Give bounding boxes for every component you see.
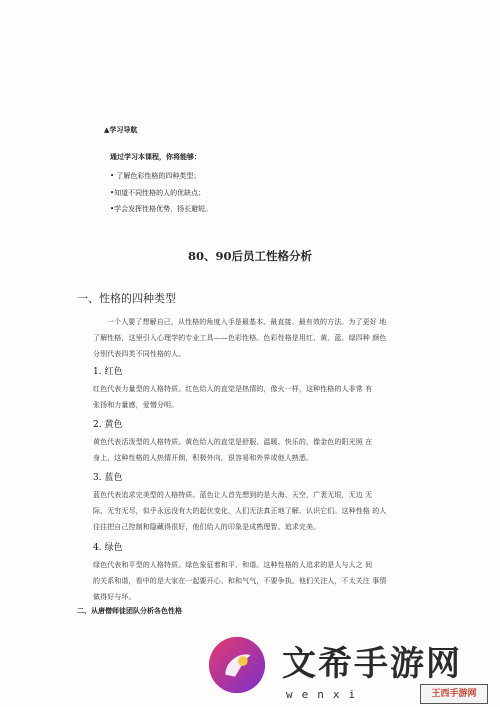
blue-paragraph bbox=[93, 487, 433, 535]
list-item: •知道不同性格的人的优缺点； bbox=[110, 188, 206, 197]
yellow-paragraph bbox=[93, 434, 433, 466]
page-title: 80、90后员工性格分析 bbox=[187, 249, 312, 263]
learning-goals-list bbox=[110, 168, 212, 218]
paragraph-line: 蓝色代表追求完美型的人格特质。蓝色让人首先想到的是大海、天空，广袤无垠，无边 无 bbox=[93, 491, 373, 499]
paragraph-line: 一个人要了想解自己，从性格的角度入手是最基本、最直接、最有效的方法。为了更好 地 bbox=[107, 318, 387, 326]
red-paragraph bbox=[93, 381, 433, 413]
intro-paragraph bbox=[93, 314, 433, 362]
paragraph-line: 往往把自己控制和隐藏得很好，他们给人的印象是成熟理智、追求完美。 bbox=[93, 523, 321, 531]
paragraph-line: 绿色代表和平型的人格特质。绿色象征着和平、和谐。这种性格的人追求的是人与人之 间 bbox=[93, 561, 373, 569]
color-heading-blue: 3. 蓝色 bbox=[93, 473, 123, 483]
paragraph-line: 际，无穷无尽，似乎永远没有大的起伏变化，人们无法真正地了解、认识它们。这种性格 的人 bbox=[93, 507, 387, 515]
list-item: • 了解色彩性格的四种类型； bbox=[110, 172, 201, 180]
paragraph-line: 的关系和谐，看中的是大家在一起要开心、和和气气，不要争执。他们关注人，不太关注 事情 bbox=[93, 577, 387, 585]
paragraph-line: 了解性格，这里引入心理学的专业工具——色彩性格。色彩性格是用红、黄、蓝、绿四种 颜色 bbox=[93, 334, 387, 342]
color-heading-red: 1. 红色 bbox=[93, 367, 123, 377]
color-heading-green: 4. 绿色 bbox=[93, 543, 123, 553]
color-heading-yellow: 2. 黄色 bbox=[93, 420, 123, 430]
section-heading-tang-team: 二、从唐僧师徒团队分析各色性格 bbox=[77, 606, 182, 615]
site-watermark bbox=[196, 630, 500, 707]
paragraph-line: 做得好与坏。 bbox=[93, 593, 136, 601]
paragraph-line: 身上，这种性格的人热情开朗，积极外向，很容易和外界或他人熟悉。 bbox=[93, 454, 314, 462]
learning-nav-intro: 通过学习本课程，你将能够： bbox=[110, 152, 201, 161]
watermark-badge: 王西手游网 bbox=[420, 684, 488, 704]
paragraph-line: 张扬和力量感，爱憎分明。 bbox=[93, 401, 179, 409]
paragraph-line: 分别代表四类不同性格的人。 bbox=[93, 350, 186, 358]
green-paragraph bbox=[93, 557, 433, 605]
learning-nav-heading: ▲学习导航 bbox=[104, 125, 138, 134]
watermark-title: 文希手游网 bbox=[282, 644, 462, 684]
paragraph-line: 红色代表力量型的人格特质。红色给人的直觉是热情的，像火一样，这种性格的人非常 有 bbox=[93, 385, 373, 393]
site-logo-icon bbox=[206, 634, 268, 696]
paragraph-line: 黄色代表活泼型的人格特质。黄色给人的直觉是舒服、温暖、快乐的，像金色的阳光照 在 bbox=[93, 438, 373, 446]
section-heading-types: 一、性格的四种类型 bbox=[77, 292, 176, 305]
list-item: •学会发挥性格优势，扬长避短。 bbox=[110, 205, 213, 213]
watermark-url: wenxi bbox=[286, 688, 365, 701]
